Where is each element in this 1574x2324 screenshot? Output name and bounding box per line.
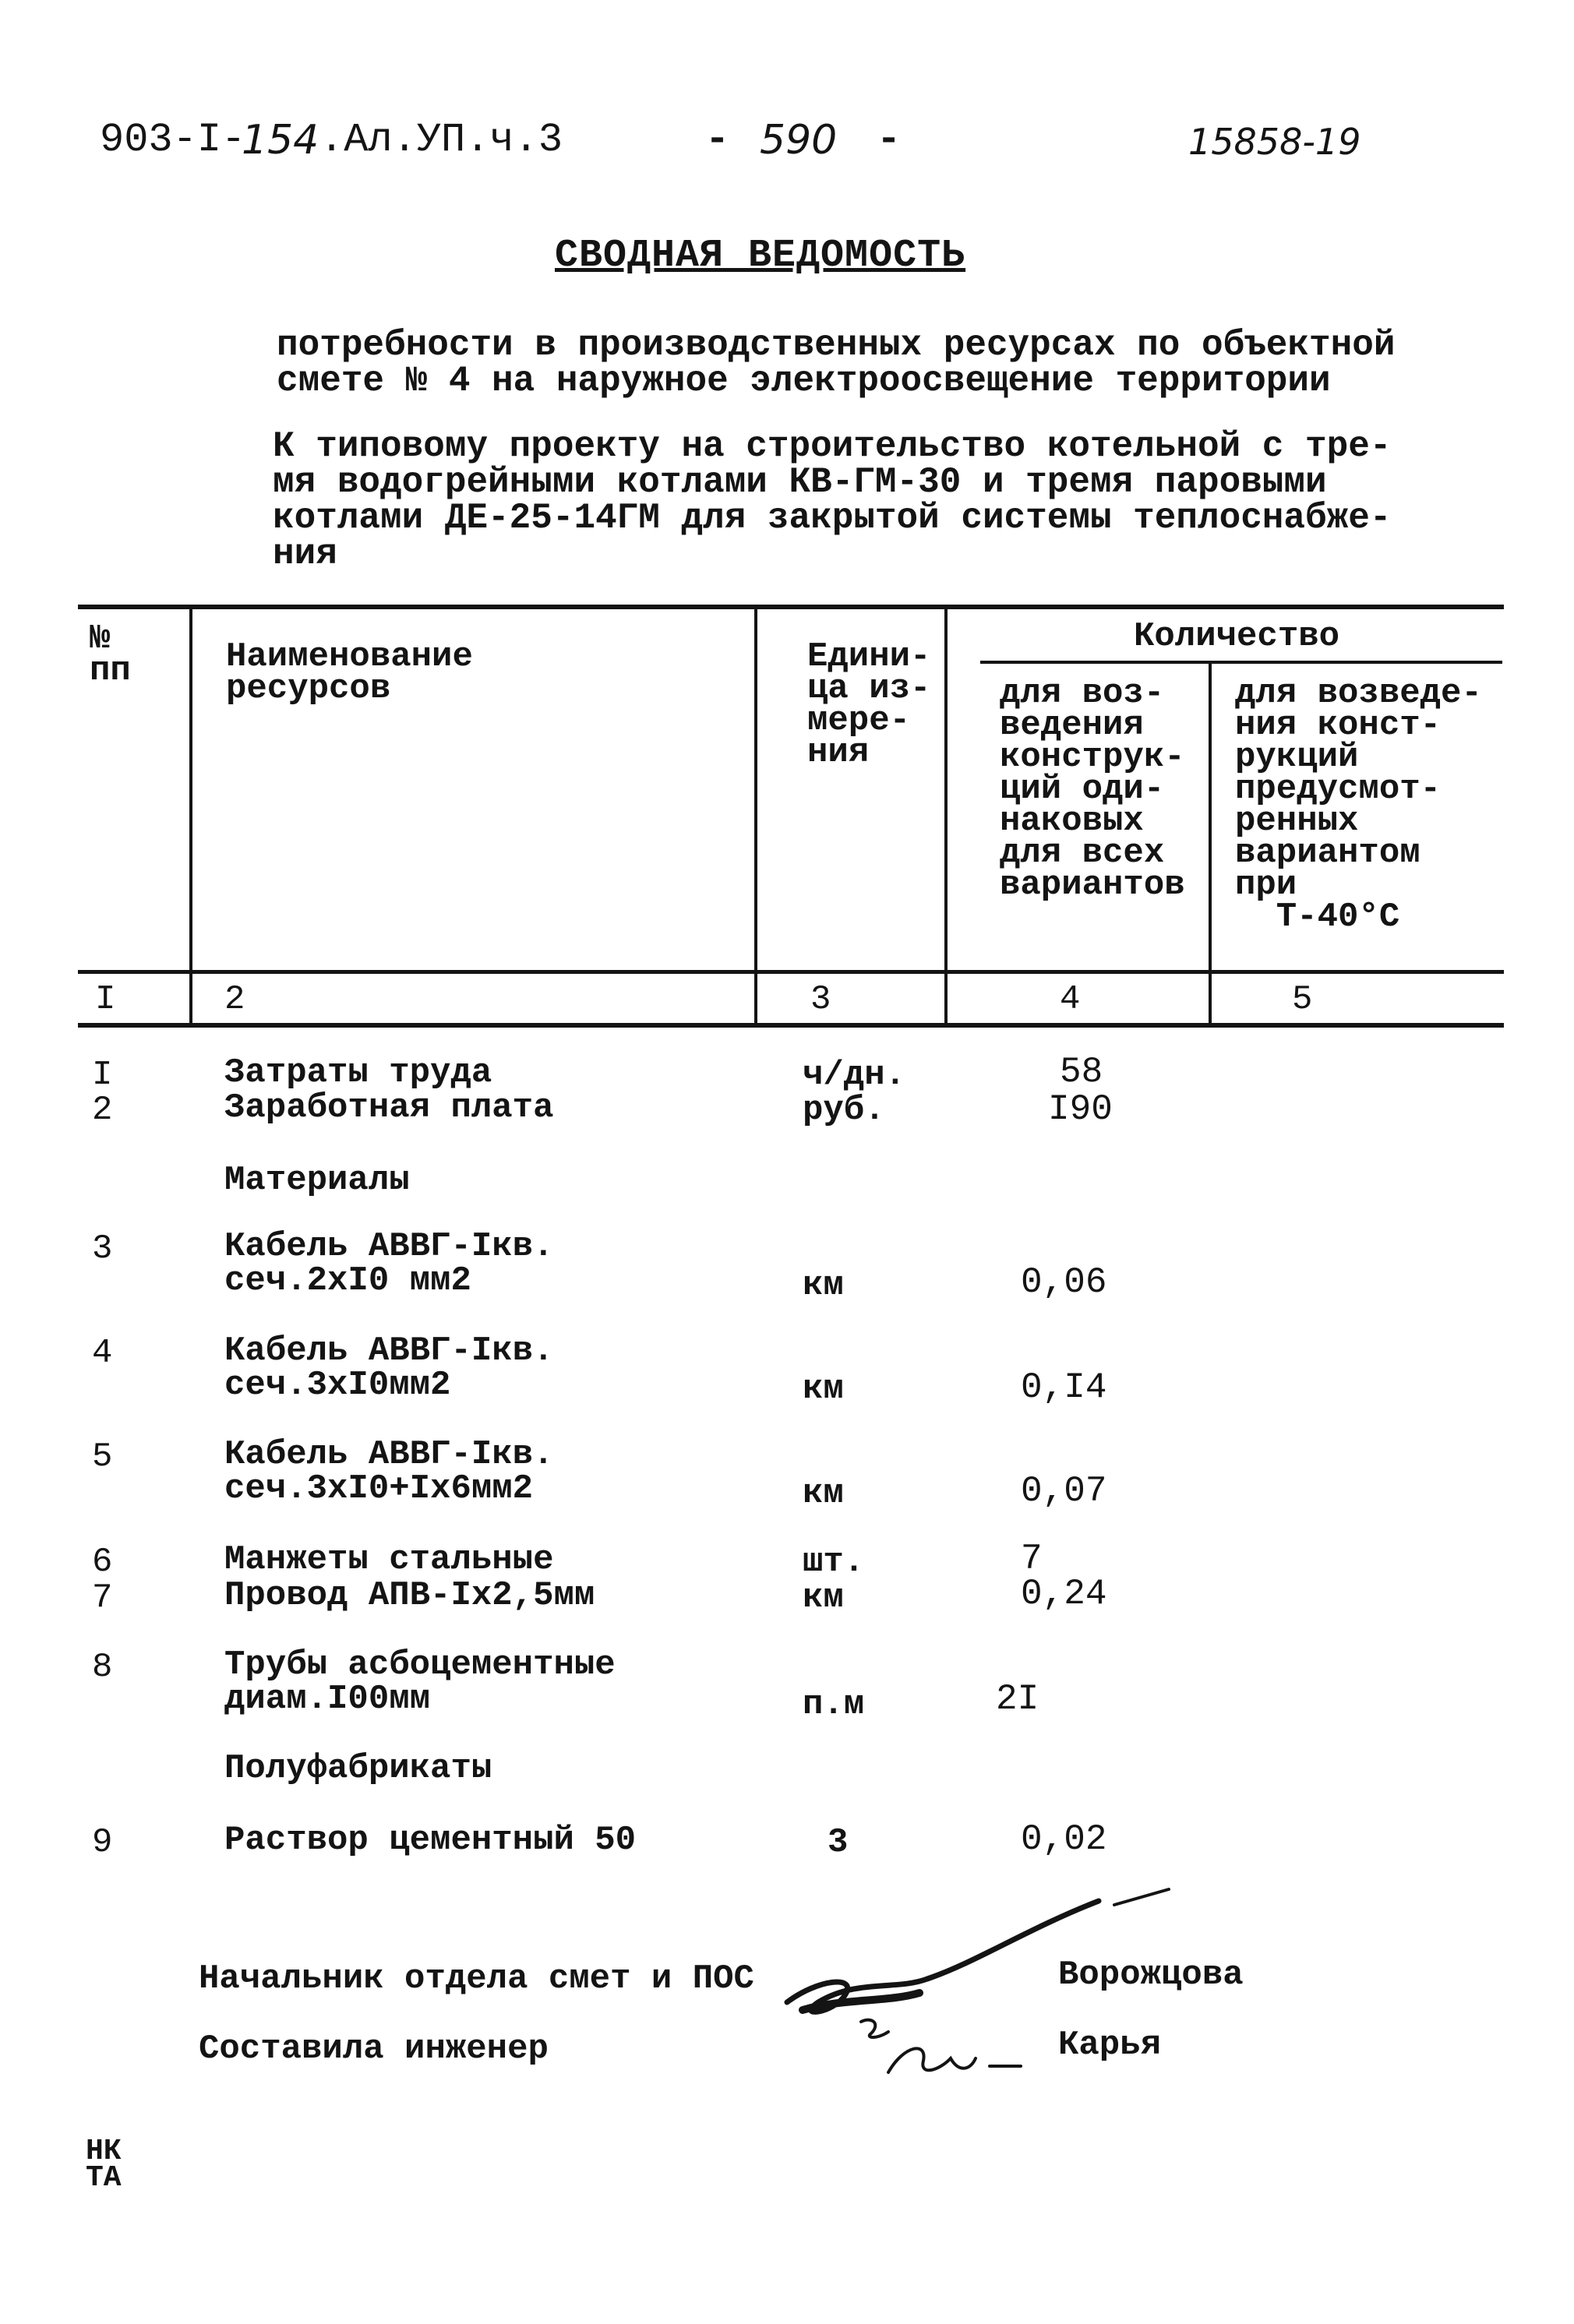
header-quantity-variant: для возведе- ния конст- рукций предусмот- ренных вариантом при Т-40°С <box>1235 674 1482 936</box>
row-number: 8 <box>92 1648 113 1687</box>
page-dash-right: - <box>877 117 902 163</box>
row-unit: руб. <box>803 1091 885 1130</box>
archive-stamp: НК ТА <box>86 2135 122 2195</box>
row-unit: 3 <box>828 1823 849 1862</box>
document-code-prefix: 903-I- <box>100 117 246 163</box>
document-subtitle: потребности в производственных ресурсах по объектной смете № 4 на наружное электроосвещение территории <box>277 325 1396 401</box>
row-resource-name: Манжеты стальные <box>224 1540 554 1579</box>
row-resource-name: Кабель АВВГ-Iкв. сеч.3хI0мм2 <box>224 1331 554 1405</box>
row-unit: п.м <box>803 1685 865 1724</box>
header-quantity-common: для воз- ведения конструк- ций оди- наковых для всех вариантов <box>1000 674 1185 905</box>
row-resource-name: Заработная плата <box>224 1088 554 1127</box>
row-quantity: 0,02 <box>1021 1819 1107 1860</box>
signature-name-head: Ворожцова <box>1058 1955 1244 1994</box>
signature-role-head: Начальник отдела смет и ПОС <box>199 1959 754 1998</box>
project-description: К типовому проекту на строительство котельной с тре- мя водогрейными котлами КВ-ГМ-30 и тремя паровыми котлами ДЕ-25-14ГМ для закрытой системы теплоснабже- ния <box>273 426 1392 574</box>
row-number: 2 <box>92 1091 113 1130</box>
row-number: I <box>92 1056 113 1095</box>
handwritten-signature-icon <box>771 1885 1192 2088</box>
quantity-header-rule <box>980 661 1502 664</box>
column-divider-3 <box>944 605 948 1025</box>
row-resource-name: Провод АПВ-Iх2,5мм <box>224 1576 595 1615</box>
row-resource-name: Кабель АВВГ-Iкв. сеч.3хI0+Iх6мм2 <box>224 1435 554 1508</box>
column-number: 2 <box>224 980 245 1019</box>
header-unit: Едини- ца из- мере- ния <box>807 637 931 772</box>
page-dash-left: - <box>705 117 730 163</box>
row-quantity: 0,24 <box>1021 1574 1107 1614</box>
document-title: СВОДНАЯ ВЕДОМОСТЬ <box>555 234 966 278</box>
row-number: 5 <box>92 1437 113 1476</box>
row-resource-name: Раствор цементный 50 <box>224 1821 637 1860</box>
row-unit: км <box>803 1266 844 1305</box>
row-quantity: 2I <box>996 1679 1039 1719</box>
column-divider-4 <box>1209 664 1212 1025</box>
row-resource-name: Трубы асбоцементные диам.I00мм <box>224 1645 616 1719</box>
column-divider-2 <box>754 605 757 1025</box>
header-number: № пп <box>90 619 131 690</box>
header-resource-name: Наименование ресурсов <box>226 637 473 708</box>
row-quantity: 58 <box>1060 1052 1103 1092</box>
row-resource-name: Затраты труда <box>224 1053 492 1092</box>
section-materials: Материалы <box>224 1161 410 1200</box>
row-number: 3 <box>92 1229 113 1268</box>
table-top-rule <box>78 605 1504 609</box>
row-quantity: I90 <box>1048 1089 1113 1130</box>
row-unit: ч/дн. <box>803 1056 906 1095</box>
document-code-suffix: .Ал.УП.ч.3 <box>319 117 563 163</box>
row-quantity: 0,I4 <box>1021 1367 1107 1408</box>
column-numbers-rule <box>78 1023 1504 1028</box>
page-number: 590 <box>760 117 838 164</box>
row-unit: км <box>803 1474 844 1513</box>
document-code-handwritten: 154 <box>242 117 319 164</box>
column-number: 3 <box>810 980 831 1019</box>
row-unit: шт. <box>803 1543 865 1582</box>
section-semi-finished: Полуфабрикаты <box>224 1749 492 1788</box>
row-quantity: 7 <box>1021 1539 1043 1579</box>
row-unit: км <box>803 1370 844 1409</box>
row-number: 9 <box>92 1823 113 1862</box>
row-unit: км <box>803 1578 844 1617</box>
sheet-number: 15858-19 <box>1188 121 1361 163</box>
row-resource-name: Кабель АВВГ-Iкв. сеч.2хI0 мм2 <box>224 1227 554 1300</box>
signature-role-engineer: Составила инженер <box>199 2030 549 2068</box>
table-header-bottom-rule <box>78 970 1504 974</box>
signature-name-engineer: Карья <box>1058 2026 1162 2065</box>
column-number: 4 <box>1060 980 1081 1019</box>
header-quantity: Количество <box>1134 617 1340 656</box>
row-quantity: 0,07 <box>1021 1471 1107 1511</box>
column-number: 5 <box>1292 980 1313 1019</box>
column-number: I <box>95 980 116 1019</box>
row-number: 4 <box>92 1334 113 1373</box>
row-quantity: 0,06 <box>1021 1262 1107 1303</box>
row-number: 7 <box>92 1578 113 1617</box>
row-number: 6 <box>92 1543 113 1582</box>
column-divider-1 <box>189 605 192 1025</box>
